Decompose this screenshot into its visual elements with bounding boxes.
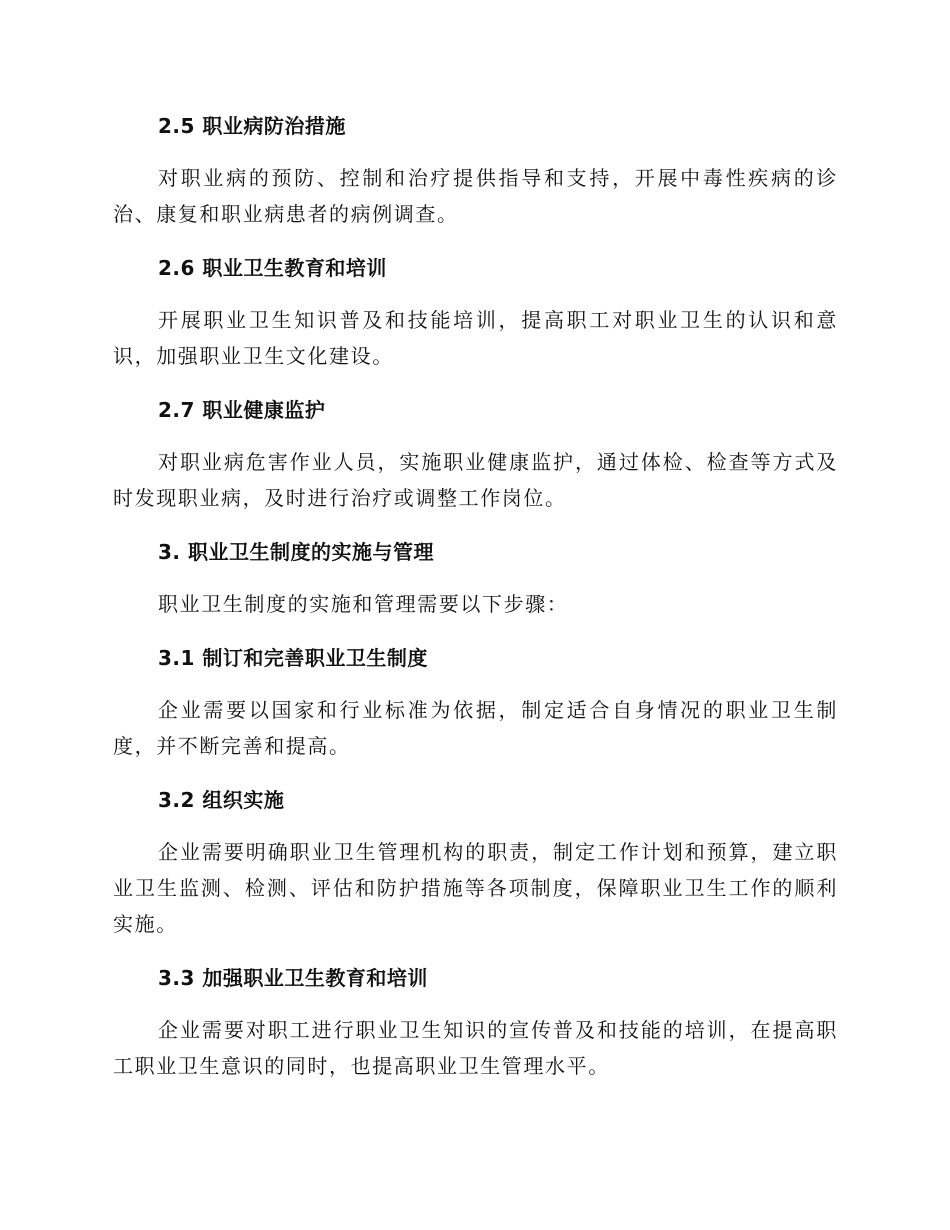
section-heading: 2.7 职业健康监护 bbox=[158, 398, 326, 422]
section-heading: 2.6 职业卫生教育和培训 bbox=[158, 256, 387, 280]
section-3-3 bbox=[113, 960, 838, 1084]
section-heading: 3. 职业卫生制度的实施与管理 bbox=[158, 540, 434, 564]
section-paragraph: 对职业病危害作业人员，实施职业健康监护，通过体检、检查等方式及时发现职业病，及时进行治疗或调整工作岗位。 bbox=[113, 450, 838, 510]
section-paragraph: 企业需要以国家和行业标准为依据，制定适合自身情况的职业卫生制度，并不断完善和提高。 bbox=[113, 698, 838, 758]
section-heading: 2.5 职业病防治措施 bbox=[158, 114, 346, 138]
section-heading: 3.1 制订和完善职业卫生制度 bbox=[158, 646, 428, 670]
section-heading: 3.3 加强职业卫生教育和培训 bbox=[158, 966, 428, 990]
section-3-2 bbox=[113, 782, 838, 960]
section-2-5 bbox=[113, 108, 838, 250]
section-2-6 bbox=[113, 250, 838, 392]
section-heading: 3.2 组织实施 bbox=[158, 788, 285, 812]
section-3 bbox=[113, 534, 838, 640]
section-paragraph: 开展职业卫生知识普及和技能培训，提高职工对职业卫生的认识和意识，加强职业卫生文化建设。 bbox=[113, 308, 838, 368]
section-2-7 bbox=[113, 392, 838, 534]
section-3-1 bbox=[113, 640, 838, 782]
section-paragraph: 职业卫生制度的实施和管理需要以下步骤： bbox=[158, 592, 569, 616]
section-paragraph: 企业需要明确职业卫生管理机构的职责，制定工作计划和预算，建立职业卫生监测、检测、评估和防护措施等各项制度，保障职业卫生工作的顺利实施。 bbox=[113, 840, 838, 936]
section-paragraph: 对职业病的预防、控制和治疗提供指导和支持，开展中毒性疾病的诊治、康复和职业病患者的病例调查。 bbox=[113, 166, 838, 226]
section-paragraph: 企业需要对职工进行职业卫生知识的宣传普及和技能的培训，在提高职工职业卫生意识的同时，也提高职业卫生管理水平。 bbox=[113, 1018, 838, 1078]
